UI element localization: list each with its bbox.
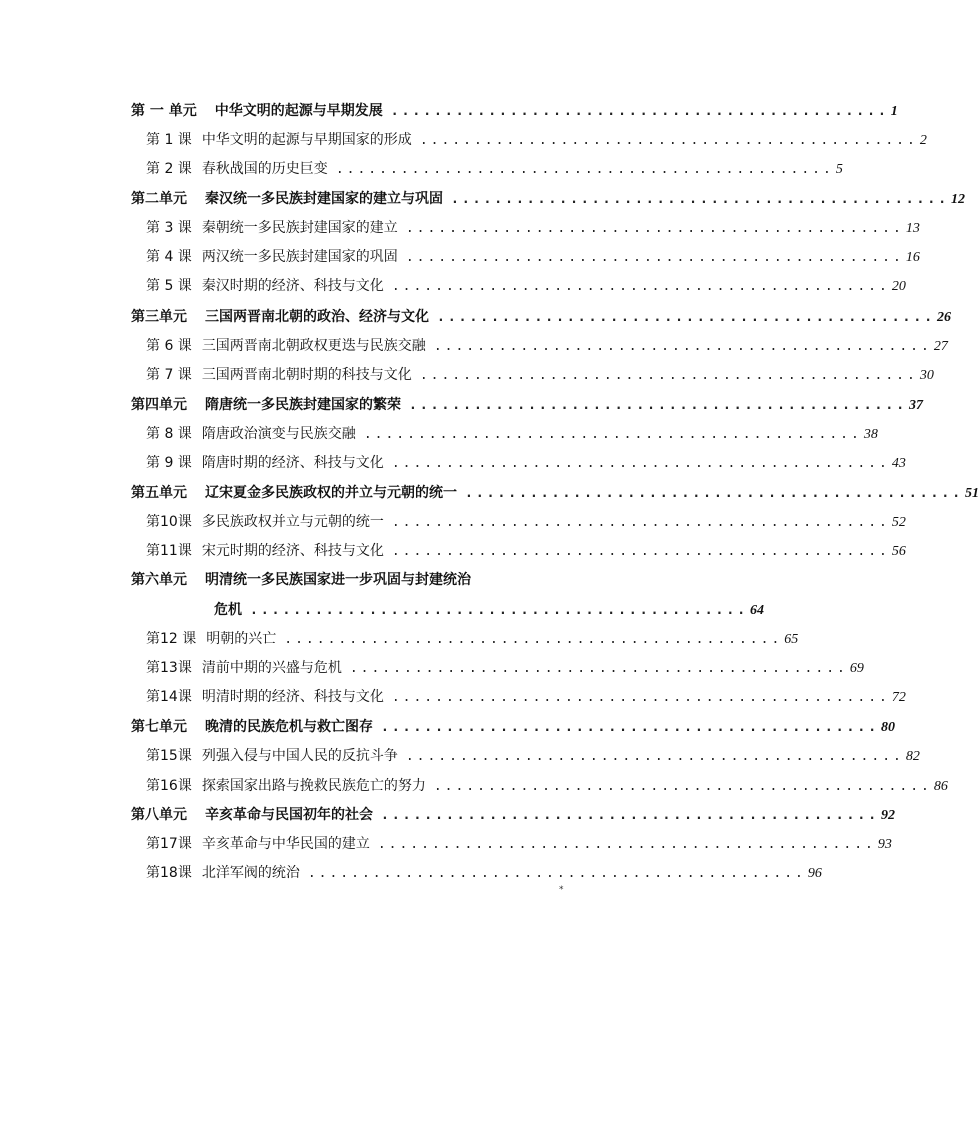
unit-title: 明清统一多民族国家进一步巩固与封建统治 — [205, 572, 471, 588]
lesson-title: 秦汉时期的经济、科技与文化 — [201, 278, 384, 294]
page-number: 20 — [891, 279, 906, 294]
unit-number: 第四单元 — [131, 397, 187, 413]
lesson-title: 明朝的兴亡 — [206, 631, 277, 647]
toc-lesson-18[interactable] — [146, 861, 822, 885]
toc-unit-6-title-line1[interactable] — [131, 568, 471, 592]
lesson-title: 两汉统一多民族封建国家的巩固 — [201, 249, 398, 265]
dot-leader: .............................................. — [409, 398, 908, 413]
lesson-number: 第17课 — [146, 836, 192, 852]
lesson-title: 中华文明的起源与早期国家的形成 — [201, 132, 412, 148]
unit-number: 第 一 单元 — [131, 103, 197, 119]
dot-leader: .............................................. — [391, 456, 890, 471]
page-number: 1 — [890, 104, 898, 119]
dot-leader: .............................................. — [390, 104, 889, 119]
toc-lesson-6[interactable] — [146, 334, 948, 358]
page-number: 93 — [877, 837, 892, 852]
lesson-title: 三国两晋南北朝时期的科技与文化 — [201, 367, 412, 383]
unit-number: 第三单元 — [131, 309, 187, 325]
unit-number: 第七单元 — [131, 719, 187, 735]
unit-number: 第六单元 — [131, 572, 187, 588]
toc-unit-6-title-line2[interactable] — [214, 598, 765, 622]
dot-leader: .............................................. — [381, 808, 880, 823]
page-number: 96 — [807, 866, 822, 881]
lesson-number: 第 4 课 — [146, 249, 192, 265]
lesson-number: 第 8 课 — [146, 426, 192, 442]
lesson-title: 列强入侵与中国人民的反抗斗争 — [201, 748, 398, 764]
lesson-title: 北洋军阀的统治 — [201, 865, 300, 881]
toc-lesson-15[interactable] — [146, 744, 920, 768]
dot-leader: .............................................. — [391, 544, 890, 559]
lesson-number: 第12 课 — [146, 631, 197, 647]
page-number: 13 — [905, 221, 920, 236]
page-number: 12 — [951, 192, 966, 207]
lesson-title: 辛亥革命与中华民国的建立 — [201, 836, 370, 852]
dot-leader: .............................................. — [391, 279, 890, 294]
page-number: 30 — [919, 368, 934, 383]
dot-leader: .............................................. — [405, 250, 904, 265]
page-number: 51 — [965, 486, 979, 501]
dot-leader: .............................................. — [307, 866, 806, 881]
unit-title: 晚清的民族危机与救亡图存 — [205, 719, 373, 735]
unit-title: 秦汉统一多民族封建国家的建立与巩固 — [205, 191, 443, 207]
page-number: 80 — [881, 720, 896, 735]
page-number: 86 — [933, 779, 948, 794]
dot-leader: .............................................. — [349, 661, 848, 676]
lesson-title: 秦朝统一多民族封建国家的建立 — [201, 220, 398, 236]
page-number: 56 — [891, 544, 906, 559]
dot-leader: .............................................. — [377, 837, 876, 852]
page-number: 26 — [937, 310, 952, 325]
lesson-number: 第13课 — [146, 660, 192, 676]
lesson-number: 第 5 课 — [146, 278, 192, 294]
page-number: 16 — [905, 250, 920, 265]
lesson-number: 第16课 — [146, 778, 192, 794]
unit-number: 第二单元 — [131, 191, 187, 207]
page-number: 82 — [905, 749, 920, 764]
lesson-title: 明清时期的经济、科技与文化 — [201, 689, 384, 705]
toc-unit-4[interactable] — [131, 393, 924, 417]
toc-lesson-13[interactable] — [146, 656, 864, 680]
toc-unit-5[interactable] — [131, 481, 979, 505]
page-number: 52 — [891, 515, 906, 530]
toc-lesson-2[interactable] — [146, 157, 843, 181]
toc-lesson-8[interactable] — [146, 422, 878, 446]
toc-lesson-12[interactable] — [146, 627, 799, 651]
lesson-number: 第 1 课 — [146, 132, 192, 148]
dot-leader: .............................................. — [405, 221, 904, 236]
dot-leader: .............................................. — [405, 749, 904, 764]
toc-unit-3[interactable] — [131, 305, 952, 329]
unit-title: 辛亥革命与民国初年的社会 — [205, 807, 373, 823]
dot-leader: .............................................. — [419, 133, 918, 148]
dot-leader: .............................................. — [363, 427, 862, 442]
footnote-mark: * — [559, 885, 564, 895]
toc-lesson-7[interactable] — [146, 363, 934, 387]
page-number: 38 — [863, 427, 878, 442]
dot-leader: .............................................. — [391, 515, 890, 530]
toc-lesson-17[interactable] — [146, 832, 892, 856]
unit-title: 中华文明的起源与早期发展 — [214, 103, 383, 119]
lesson-title: 宋元时期的经济、科技与文化 — [201, 543, 384, 559]
page-number: 92 — [881, 808, 896, 823]
lesson-number: 第 6 课 — [146, 338, 192, 354]
toc-lesson-14[interactable] — [146, 685, 906, 709]
toc-unit-7[interactable] — [131, 715, 896, 739]
lesson-number: 第10课 — [146, 514, 192, 530]
page-number: 43 — [891, 456, 906, 471]
lesson-number: 第 3 课 — [146, 220, 192, 236]
page-number: 5 — [835, 162, 843, 177]
dot-leader: .............................................. — [451, 192, 950, 207]
lesson-title: 清前中期的兴盛与危机 — [201, 660, 342, 676]
lesson-title: 隋唐政治演变与民族交融 — [201, 426, 356, 442]
toc-lesson-3[interactable] — [146, 216, 920, 240]
dot-leader: .............................................. — [335, 162, 834, 177]
dot-leader: .............................................. — [391, 690, 890, 705]
toc-unit-8[interactable] — [131, 803, 896, 827]
toc-unit-1[interactable] — [131, 99, 898, 123]
lesson-number: 第 9 课 — [146, 455, 192, 471]
unit-number: 第八单元 — [131, 807, 187, 823]
unit-title: 辽宋夏金多民族政权的并立与元朝的统一 — [205, 485, 457, 501]
toc-lesson-11[interactable] — [146, 539, 906, 563]
toc-lesson-16[interactable] — [146, 774, 948, 798]
lesson-number: 第14课 — [146, 689, 192, 705]
unit-number: 第五单元 — [131, 485, 187, 501]
dot-leader: .............................................. — [433, 339, 932, 354]
lesson-title: 探索国家出路与挽救民族危亡的努力 — [201, 778, 426, 794]
toc-lesson-9[interactable] — [146, 451, 906, 475]
lesson-number: 第 7 课 — [146, 367, 192, 383]
dot-leader: .............................................. — [381, 720, 880, 735]
dot-leader: .............................................. — [437, 310, 936, 325]
lesson-title: 多民族政权并立与元朝的统一 — [201, 514, 384, 530]
page-number: 65 — [784, 632, 799, 647]
dot-leader: .............................................. — [419, 368, 918, 383]
page-number: 37 — [909, 398, 924, 413]
dot-leader: .............................................. — [250, 603, 749, 618]
lesson-number: 第 2 课 — [146, 161, 192, 177]
lesson-number: 第18课 — [146, 865, 192, 881]
page-number: 2 — [919, 133, 927, 148]
unit-title-continued: 危机 — [214, 602, 242, 618]
lesson-title: 三国两晋南北朝政权更迭与民族交融 — [201, 338, 426, 354]
lesson-title: 春秋战国的历史巨变 — [201, 161, 328, 177]
lesson-title: 隋唐时期的经济、科技与文化 — [201, 455, 384, 471]
toc-lesson-4[interactable] — [146, 245, 920, 269]
dot-leader: .............................................. — [465, 486, 964, 501]
page-number: 27 — [933, 339, 948, 354]
unit-title: 三国两晋南北朝的政治、经济与文化 — [205, 309, 429, 325]
dot-leader: .............................................. — [284, 632, 783, 647]
lesson-number: 第11课 — [146, 543, 192, 559]
page-number: 64 — [750, 603, 765, 618]
toc-unit-2[interactable] — [131, 187, 966, 211]
unit-title: 隋唐统一多民族封建国家的繁荣 — [205, 397, 401, 413]
toc-lesson-5[interactable] — [146, 274, 906, 298]
toc-lesson-10[interactable] — [146, 510, 906, 534]
dot-leader: .............................................. — [433, 779, 932, 794]
lesson-number: 第15课 — [146, 748, 192, 764]
page-number: 69 — [849, 661, 864, 676]
page-number: 72 — [891, 690, 906, 705]
toc-lesson-1[interactable] — [146, 128, 927, 152]
